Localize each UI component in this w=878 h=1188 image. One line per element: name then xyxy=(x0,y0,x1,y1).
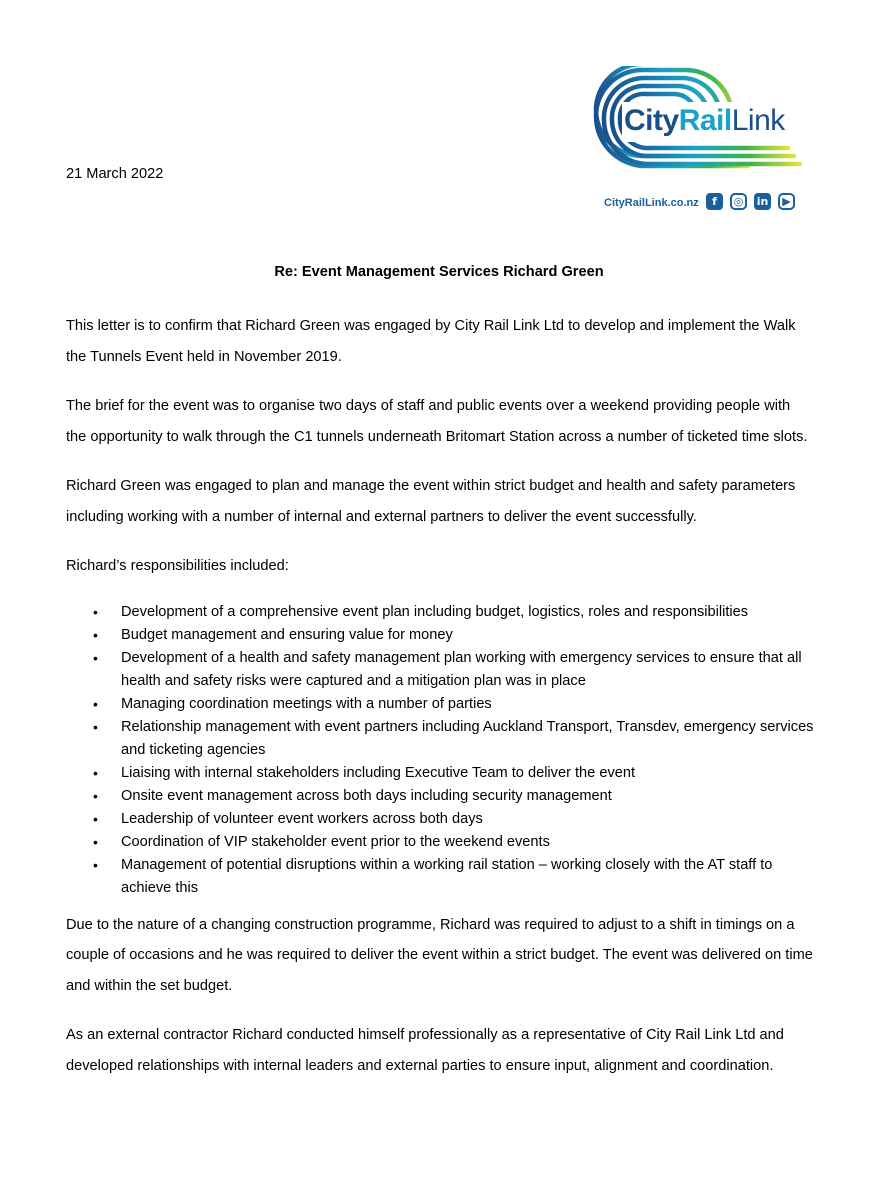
paragraph: As an external contractor Richard conducted himself professionally as a representative of City Rail Link Ltd and developed relationships with internal leaders and external parties to ensure input, alignment and coordination. xyxy=(66,1027,784,1074)
bullet-icon: • xyxy=(93,810,98,827)
facebook-icon[interactable]: f xyxy=(706,193,723,210)
list-item-text: Budget management and ensuring value for money xyxy=(121,626,453,643)
list-item xyxy=(66,808,814,831)
letter-date: 21 March 2022 xyxy=(66,166,164,182)
list-item xyxy=(66,762,814,785)
list-item xyxy=(66,716,814,762)
paragraph: The brief for the event was to organise two days of staff and public events over a weekend providing people with the opportunity to walk through the C1 tunnels underneath Britomart Station across a number of ticketed time slots. xyxy=(66,398,808,445)
list-item-text: Development of a comprehensive event plan including budget, logistics, roles and responsibilities xyxy=(121,603,749,620)
list-item-text: Development of a health and safety management plan working with emergency services to ensure that all health and safety risks were captured and a mitigation plan was in place xyxy=(121,649,802,689)
linkedin-icon[interactable]: in xyxy=(754,193,771,210)
letter-body xyxy=(66,311,814,1100)
bullet-icon: • xyxy=(93,718,98,735)
letter-subject: Re: Event Management Services Richard Green xyxy=(274,264,604,280)
logo-city: City xyxy=(624,104,679,137)
youtube-icon[interactable]: ▶ xyxy=(778,193,795,210)
list-item xyxy=(66,854,814,900)
list-item xyxy=(66,693,814,716)
bullet-icon: • xyxy=(93,695,98,712)
list-item xyxy=(66,601,814,624)
bullet-icon: • xyxy=(93,856,98,873)
list-item xyxy=(66,624,814,647)
responsibilities-list xyxy=(66,601,814,900)
list-item-text: Leadership of volunteer event workers across both days xyxy=(121,810,483,827)
city-rail-link-logo xyxy=(588,66,808,176)
logo-wordmark xyxy=(624,106,785,136)
instagram-icon[interactable]: ◎ xyxy=(730,193,747,210)
paragraph: Richard Green was engaged to plan and manage the event within strict budget and health and safety parameters including working with a number of internal and external partners to deliver the event successfully. xyxy=(66,478,796,525)
bullet-icon: • xyxy=(93,833,98,850)
list-item-text: Relationship management with event partners including Auckland Transport, Transdev, emergency services and ticketing agencies xyxy=(121,718,814,758)
list-item-text: Managing coordination meetings with a number of parties xyxy=(121,695,492,712)
social-links xyxy=(706,193,795,210)
bullet-icon: • xyxy=(93,626,98,643)
responsibilities-intro: Richard’s responsibilities included: xyxy=(66,558,289,574)
list-item-text: Liaising with internal stakeholders including Executive Team to deliver the event xyxy=(121,764,636,781)
list-item xyxy=(66,647,814,693)
list-item-text: Onsite event management across both days including security management xyxy=(121,787,612,804)
list-item-text: Coordination of VIP stakeholder event prior to the weekend events xyxy=(121,833,550,850)
bullet-icon: • xyxy=(93,787,98,804)
bullet-icon: • xyxy=(93,764,98,781)
paragraph: Due to the nature of a changing construction programme, Richard was required to adjust to a shift in timings on a couple of occasions and he was required to deliver the event within a strict budget. The event was delivered on time and within the set budget. xyxy=(66,916,813,994)
list-item-text: Management of potential disruptions within a working rail station – working closely with the AT staff to achieve this xyxy=(121,856,773,896)
list-item xyxy=(66,785,814,808)
logo-rail: Rail xyxy=(678,104,732,137)
paragraph: This letter is to confirm that Richard Green was engaged by City Rail Link Ltd to develop and implement the Walk the Tunnels Event held in November 2019. xyxy=(66,318,796,365)
list-item xyxy=(66,831,814,854)
bullet-icon: • xyxy=(93,603,98,620)
website-link[interactable]: CityRailLink.co.nz xyxy=(604,197,699,209)
bullet-icon: • xyxy=(93,649,98,666)
logo-link: Link xyxy=(731,104,785,137)
